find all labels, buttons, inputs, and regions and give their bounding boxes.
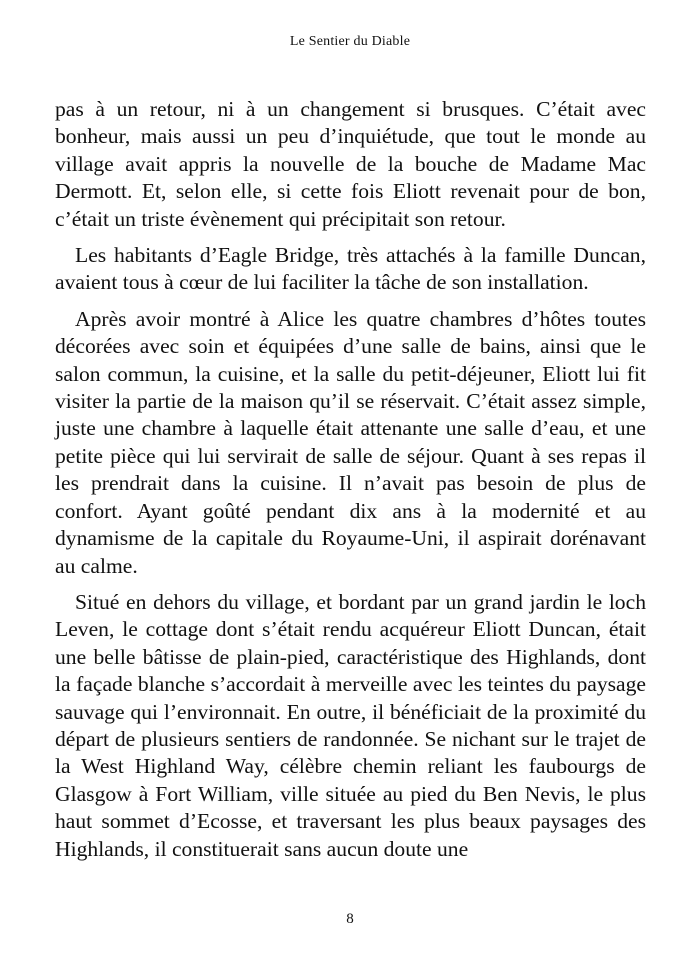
paragraph: Après avoir montré à Alice les quatre chambres d’hôtes toutes décorées avec soin et équipées d’une salle de bains, ainsi que le salon commun, la cuisine, et la salle du petit-déjeuner, Eliott lui fit visiter la partie de la maison qu’il se réservait. C’était assez simple, juste une chambre à laquelle était attenante une salle d’eau, et une petite pièce qui lui servirait de salle de séjour. Quant à ses repas il les prendrait dans la cuisine. Il n’avait pas besoin de plus de confort. Ayant goûté pendant dix ans à la modernité et au dynamisme de la capitale du Royaume-Uni, il aspirait dorénavant au calme.: [55, 306, 646, 578]
page-number: 8: [346, 911, 354, 927]
paragraph: Situé en dehors du village, et bordant par un grand jardin le loch Leven, le cottage dont s’était rendu acquéreur Eliott Duncan, était une belle bâtisse de plain-pied, caractéristique des Highlands, dont la façade blanche s’accordait à merveille avec les teintes du paysage sauvage qui l’environnait. En outre, il bénéficiait de la proximité du départ de plusieurs sentiers de randonnée. Se nichant sur le trajet de la West Highland Way, célèbre chemin reliant les faubourgs de Glasgow à Fort William, ville située au pied du Ben Nevis, le plus haut sommet d’Ecosse, et traversant les plus beaux paysages des Highlands, il constituerait sans aucun doute une: [55, 589, 646, 861]
running-header-title: Le Sentier du Diable: [289, 34, 411, 49]
paragraph: Les habitants d’Eagle Bridge, très attachés à la famille Duncan, avaient tous à cœur de lui faciliter la tâche de son installation.: [55, 243, 646, 295]
paragraph-continuation: pas à un retour, ni à un changement si brusques. C’était avec bonheur, mais aussi un peu d’inquiétude, que tout le monde au village avait appris la nouvelle de la bouche de Madame Mac Dermott. Et, selon elle, si cette fois Eliott revenait pour de bon, c’était un triste évènement qui précipitait son retour.: [55, 97, 646, 231]
body-text: [55, 96, 646, 872]
